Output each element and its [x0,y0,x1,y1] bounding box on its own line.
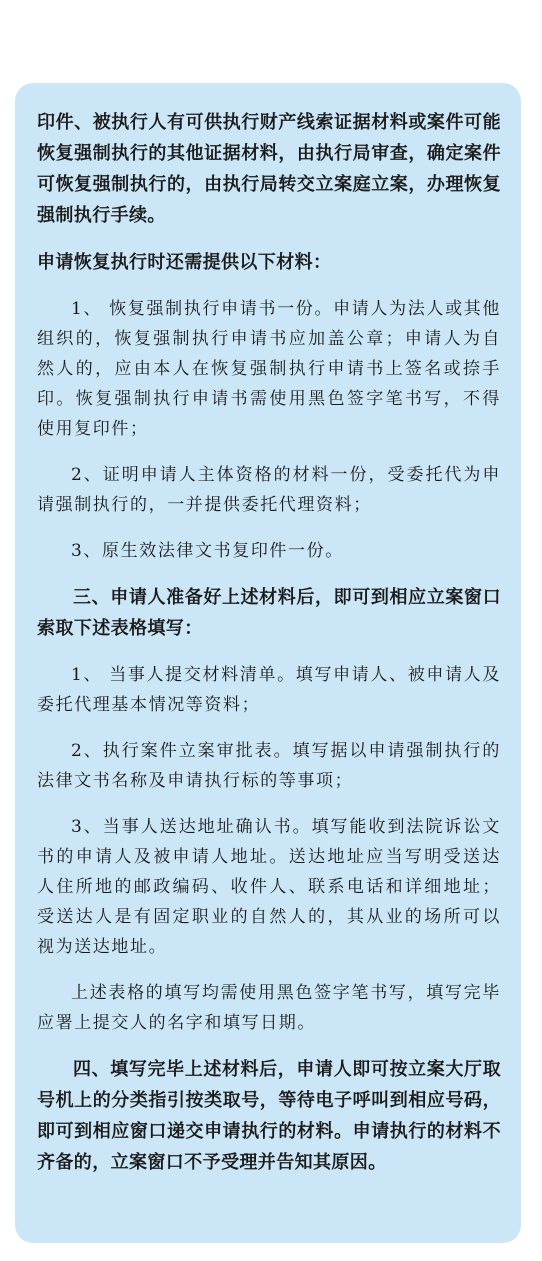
paragraph-form-3: 3、当事人送达地址确认书。填写能收到法院诉讼文书的申请人及被申请人地址。送达地址应当写明受送达人住所地的邮政编码、收件人、联系电话和详细地址；受送达人是有固定职业的自然人的，其从业的场所可以视为送达地址。 [37,817,501,957]
paragraph-form-instructions: 上述表格的填写均需使用黑色签字笔书写，填写完毕应署上提交人的名字和填写日期。 [37,983,501,1033]
content-card [15,83,521,1243]
paragraph-form-1: 1、 当事人提交材料清单。填写申请人、被申请人及委托代理基本情况等资料； [37,665,501,715]
paragraph-material-2: 2、证明申请人主体资格的材料一份，受委托代为申请强制执行的，一并提供委托代理资料； [37,465,501,515]
heading-required-materials: 申请恢复执行时还需提供以下材料： [37,252,332,273]
paragraph-step-four: 四、填写完毕上述材料后，申请人即可按立案大厅取号机上的分类指引按类取号，等待电子呼叫到相应号码，即可到相应窗口递交申请执行的材料。申请执行的材料不齐备的，立案窗口不予受理并告知其原因。 [37,1059,501,1173]
paragraph-material-3: 3、原生效法律文书复印件一份。 [71,541,344,561]
paragraph-material-1: 1、 恢复强制执行申请书一份。申请人为法人或其他组织的，恢复强制执行申请书应加盖公章；申请人为自然人的，应由本人在恢复强制执行申请书上签名或捺手印。恢复强制执行申请书需使用黑色签字笔书写，不得使用复印件； [37,299,501,439]
paragraph-review-procedure: 印件、被执行人有可供执行财产线索证据材料或案件可能恢复强制执行的其他证据材料，由执行局审查，确定案件可恢复强制执行的，由执行局转交立案庭立案，办理恢复强制执行手续。 [37,112,501,226]
heading-step-three: 三、申请人准备好上述材料后，即可到相应立案窗口索取下述表格填写： [37,587,501,639]
paragraph-form-2: 2、执行案件立案审批表。填写据以申请强制执行的法律文书名称及申请执行标的等事项； [37,741,501,791]
